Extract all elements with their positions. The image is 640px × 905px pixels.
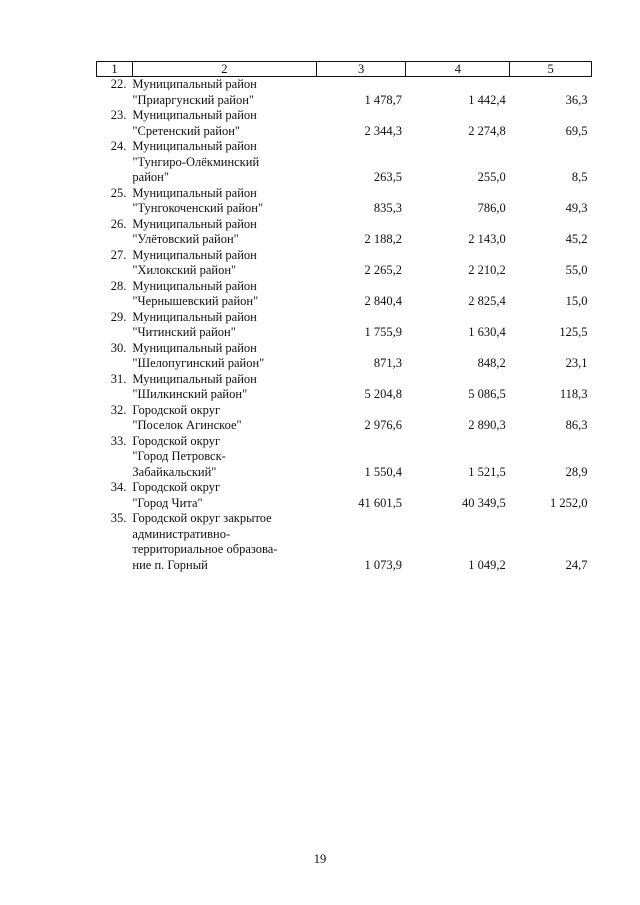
name-line: Муниципальный район [132, 340, 257, 355]
name-line: Муниципальный район [132, 216, 257, 231]
value-col-3: 2 840,4 [364, 294, 402, 308]
name-line: территориальное образова- [132, 542, 278, 556]
table-header [97, 62, 592, 77]
row-number: 22. [110, 77, 127, 91]
table-row [97, 108, 592, 139]
table-row [97, 480, 592, 511]
header-col-1: 1 [97, 62, 133, 77]
name-line: Муниципальный район [132, 108, 257, 122]
table-row [97, 511, 592, 573]
table-row [97, 248, 592, 279]
value-col-5: 23,1 [565, 356, 588, 370]
header-col-5: 5 [510, 62, 592, 77]
value-col-3: 835,3 [373, 201, 402, 215]
table-row [97, 372, 592, 403]
header-row [97, 62, 592, 77]
name-line: "Тунгиро-Олёкминский [132, 154, 260, 169]
value-col-5: 45,2 [565, 232, 588, 246]
header-col-4: 4 [406, 62, 510, 77]
value-col-3: 41 601,5 [358, 495, 402, 510]
table-row [97, 310, 592, 341]
municipality-name [132, 279, 316, 310]
row-number: 25. [110, 185, 127, 200]
name-line: район" [132, 170, 169, 184]
value-col-3: 871,3 [373, 356, 402, 370]
value-col-3: 1 755,9 [364, 325, 402, 339]
name-line: Забайкальский" [132, 464, 217, 479]
row-number: 28. [110, 278, 127, 293]
header-col-2: 2 [132, 62, 316, 77]
municipality-name [132, 108, 316, 139]
name-line: Городской округ [132, 433, 221, 448]
value-col-3: 5 204,8 [364, 387, 402, 401]
value-col-3: 1 073,9 [364, 557, 402, 572]
value-col-3: 2 976,6 [364, 418, 402, 432]
name-line: "Приаргунский район" [132, 92, 255, 107]
row-number: 29. [110, 309, 127, 324]
table-row [97, 434, 592, 481]
table-row [97, 217, 592, 248]
row-number: 34. [110, 480, 127, 494]
name-line: Муниципальный район [132, 309, 257, 324]
table-row [97, 139, 592, 186]
municipality-name [132, 480, 316, 511]
value-col-4: 1 442,4 [468, 92, 506, 107]
name-line: "Поселок Агинское" [132, 418, 242, 432]
name-line: Муниципальный район [132, 278, 257, 293]
value-col-5: 69,5 [565, 123, 588, 138]
value-col-4: 1 521,5 [468, 464, 506, 479]
page-number: 19 [313, 852, 327, 866]
name-line: Муниципальный район [132, 185, 257, 200]
budget-table [96, 61, 592, 573]
value-col-3: 1 478,7 [364, 92, 402, 107]
value-col-5: 86,3 [565, 418, 588, 432]
row-number: 35. [110, 511, 127, 525]
table-body [97, 77, 592, 574]
value-col-4: 2 143,0 [468, 232, 506, 246]
name-line: "Улётовский район" [132, 232, 239, 246]
municipality-name [132, 434, 316, 481]
municipality-name [132, 248, 316, 279]
municipality-name [132, 341, 316, 372]
value-col-4: 786,0 [477, 201, 506, 215]
municipality-name [132, 77, 316, 109]
value-col-5: 28,9 [565, 464, 588, 479]
value-col-3: 263,5 [373, 170, 402, 184]
value-col-4: 848,2 [477, 356, 506, 370]
value-col-5: 1 252,0 [550, 495, 588, 510]
name-line: "Город Петровск- [132, 449, 226, 463]
value-col-5: 15,0 [565, 294, 588, 308]
name-line: Городской округ закрытое [132, 511, 272, 525]
name-line: Городской округ [132, 480, 221, 494]
value-col-3: 2 344,3 [364, 123, 402, 138]
table-row [97, 279, 592, 310]
value-col-4: 5 086,5 [468, 387, 506, 401]
name-line: Муниципальный район [132, 247, 257, 262]
name-line: "Шилкинский район" [132, 387, 248, 401]
name-line: ние п. Горный [132, 557, 208, 572]
municipality-name [132, 403, 316, 434]
name-line: "Шелопугинский район" [132, 356, 265, 370]
value-col-3: 2 265,2 [364, 263, 402, 277]
name-line: Городской округ [132, 402, 221, 417]
row-number: 33. [110, 433, 127, 448]
row-number: 31. [110, 371, 127, 386]
value-col-5: 36,3 [565, 92, 588, 107]
name-line: "Тунгокоченский район" [132, 201, 264, 215]
value-col-4: 255,0 [477, 170, 506, 184]
value-col-4: 2 890,3 [468, 418, 506, 432]
name-line: "Сретенский район" [132, 123, 241, 138]
value-col-5: 24,7 [565, 557, 588, 572]
table-row [97, 186, 592, 217]
name-line: "Хилокский район" [132, 263, 237, 277]
name-line: Муниципальный район [132, 77, 257, 91]
municipality-name [132, 310, 316, 341]
value-col-5: 125,5 [559, 325, 588, 339]
value-col-4: 2 274,8 [468, 123, 506, 138]
value-col-5: 49,3 [565, 201, 588, 215]
value-col-4: 2 210,2 [468, 263, 506, 277]
value-col-5: 55,0 [565, 263, 588, 277]
municipality-name [132, 217, 316, 248]
header-col-3: 3 [316, 62, 406, 77]
value-col-5: 118,3 [559, 387, 588, 401]
name-line: административно- [132, 526, 231, 541]
name-line: Муниципальный район [132, 139, 257, 153]
table-row [97, 77, 592, 109]
row-number: 23. [110, 108, 127, 122]
name-line: "Читинский район" [132, 325, 236, 339]
value-col-3: 1 550,4 [364, 464, 402, 479]
row-number: 26. [110, 216, 127, 231]
table-row [97, 341, 592, 372]
name-line: Муниципальный район [132, 371, 257, 386]
row-number: 24. [110, 139, 127, 153]
municipality-name [132, 186, 316, 217]
value-col-4: 2 825,4 [468, 294, 506, 308]
value-col-4: 40 349,5 [461, 495, 506, 510]
row-number: 27. [110, 247, 127, 262]
value-col-3: 2 188,2 [364, 232, 402, 246]
value-col-4: 1 049,2 [468, 557, 506, 572]
value-col-4: 1 630,4 [468, 325, 506, 339]
name-line: "Чернышевский район" [132, 294, 259, 308]
municipality-name [132, 372, 316, 403]
row-number: 30. [110, 340, 127, 355]
row-number: 32. [110, 402, 127, 417]
table-row [97, 403, 592, 434]
name-line: "Город Чита" [132, 495, 203, 510]
municipality-name [132, 139, 316, 186]
municipality-name [132, 511, 316, 573]
value-col-5: 8,5 [571, 170, 588, 184]
